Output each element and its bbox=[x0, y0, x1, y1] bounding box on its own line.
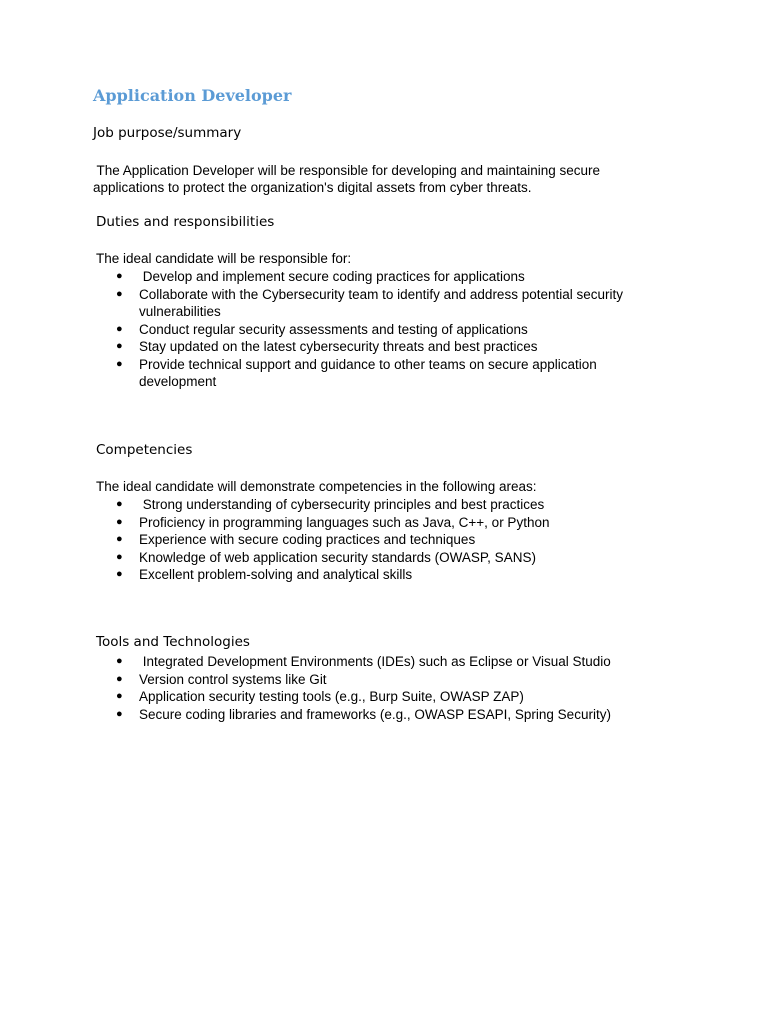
list-item: ● Version control systems like Git bbox=[116, 671, 327, 687]
list-item: ● Application security testing tools (e.g., Burp Suite, OWASP ZAP) bbox=[116, 689, 524, 704]
bullet-icon: ● bbox=[116, 655, 123, 667]
bullet-icon: ● bbox=[116, 287, 123, 300]
tools-heading: Tools and Technologies bbox=[96, 634, 250, 650]
page-title: Application Developer bbox=[93, 86, 292, 105]
bullet-icon: ● bbox=[116, 707, 123, 720]
bullet-icon: ● bbox=[116, 568, 123, 580]
list-item: ● Experience with secure coding practices and techniques bbox=[116, 532, 476, 547]
summary-line-2: applications to protect the organization's digital assets from cyber threats. bbox=[93, 180, 532, 195]
bullet-icon: ● bbox=[116, 533, 123, 545]
list-item: ● Knowledge of web application security standards (OWASP, SANS) bbox=[116, 549, 536, 565]
bullet-icon: ● bbox=[116, 690, 123, 702]
competencies-list bbox=[0, 496, 669, 584]
list-item: ● Stay updated on the latest cybersecurity threats and best practices bbox=[116, 339, 538, 354]
duties-list bbox=[0, 268, 669, 391]
bullet-icon: ● bbox=[116, 672, 123, 685]
list-item: ● Provide technical support and guidance to other teams on secure application development bbox=[116, 356, 597, 389]
tools-list bbox=[0, 653, 669, 723]
competencies-heading: Competencies bbox=[96, 442, 193, 458]
list-item: ● Excellent problem-solving and analytical skills bbox=[116, 567, 413, 582]
list-item: ● Secure coding libraries and frameworks (e.g., OWASP ESAPI, Spring Security) bbox=[116, 706, 611, 722]
summary-heading: Job purpose/summary bbox=[93, 125, 242, 141]
list-item: ● Develop and implement secure coding practices for applications bbox=[116, 269, 525, 284]
list-item: ● Proficiency in programming languages such as Java, C++, or Python bbox=[116, 514, 550, 530]
bullet-icon: ● bbox=[116, 270, 123, 282]
bullet-icon: ● bbox=[116, 550, 123, 563]
competencies-intro: The ideal candidate will demonstrate competencies in the following areas: bbox=[96, 479, 537, 494]
list-item: ● Conduct regular security assessments and testing of applications bbox=[116, 321, 528, 337]
list-item: ● Strong understanding of cybersecurity principles and best practices bbox=[116, 497, 545, 512]
bullet-icon: ● bbox=[116, 322, 123, 335]
bullet-icon: ● bbox=[116, 340, 123, 352]
bullet-icon: ● bbox=[116, 357, 123, 370]
summary-line-1: The Application Developer will be responsible for developing and maintaining secure bbox=[93, 163, 601, 178]
duties-intro: The ideal candidate will be responsible for: bbox=[96, 251, 352, 266]
list-item: ● Integrated Development Environments (IDEs) such as Eclipse or Visual Studio bbox=[116, 654, 611, 669]
list-item: ● Collaborate with the Cybersecurity team to identify and address potential security vulnerabilities bbox=[116, 286, 623, 319]
duties-heading: Duties and responsibilities bbox=[96, 214, 275, 230]
bullet-icon: ● bbox=[116, 515, 123, 528]
bullet-icon: ● bbox=[116, 498, 123, 510]
